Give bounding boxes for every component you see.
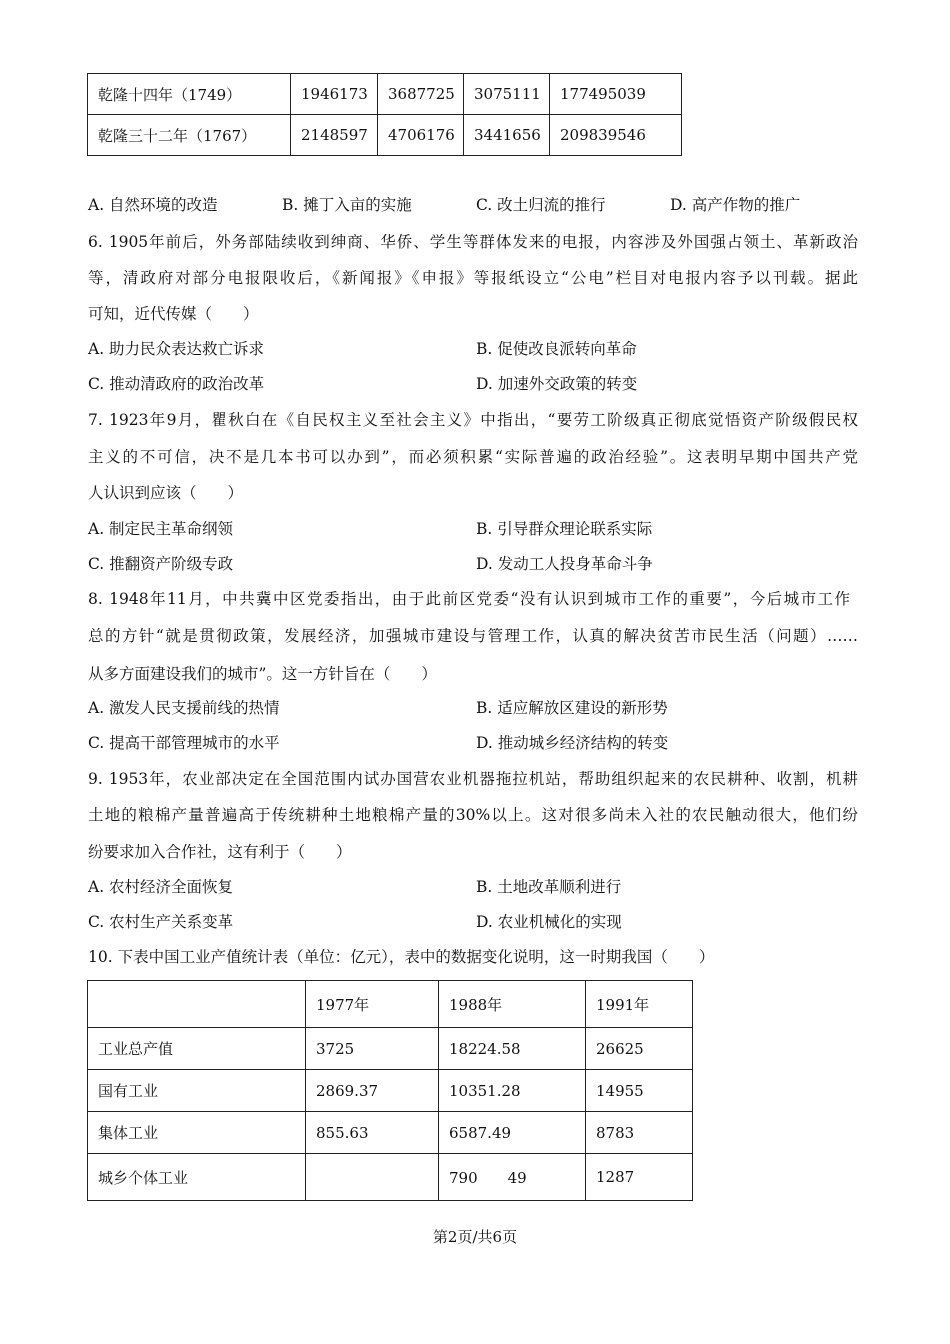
table-cell: 18224.58 <box>439 1028 586 1070</box>
table-header-row <box>88 981 693 1028</box>
table-cell: 3075111 <box>464 74 550 115</box>
table-cell: 1287 <box>586 1154 693 1201</box>
q6-option-a: A. 助力民众表达救亡诉求 <box>88 340 265 358</box>
table-header-cell: 1991年 <box>586 981 693 1028</box>
q7-stem-line: 7. 1923年9月，瞿秋白在《自民权主义至社会主义》中指出，“要劳工阶级真正彻底觉悟资产阶级假民权 <box>88 411 858 429</box>
q9-option-c: C. 农村生产关系变革 <box>88 913 234 931</box>
table-cell: 1946173 <box>291 74 378 115</box>
table-cell: 855.63 <box>306 1112 439 1154</box>
q5-option-b: B. 摊丁入亩的实施 <box>282 196 412 214</box>
q8-stem-line: 从多方面建设我们的城市”。这一方针旨在（ ） <box>88 665 437 683</box>
table-cell: 2148597 <box>291 115 378 156</box>
table-cell: 2869.37 <box>306 1070 439 1112</box>
q9-stem-line: 土地的粮棉产量普遍高于传统耕种土地粮棉产量的30%以上。这对很多尚未入社的农民触动很大，他们纷 <box>88 806 858 824</box>
table-header-cell: 1988年 <box>439 981 586 1028</box>
q8-option-c: C. 提高干部管理城市的水平 <box>88 734 280 752</box>
table-cell: 6587.49 <box>439 1112 586 1154</box>
table-cell: 4706176 <box>378 115 464 156</box>
q8-option-a: A. 激发人民支援前线的热情 <box>88 699 280 717</box>
table-row <box>88 1154 693 1201</box>
table-header-cell: 1977年 <box>306 981 439 1028</box>
table-cell: 工业总产值 <box>88 1028 306 1070</box>
table-row <box>88 74 682 115</box>
q6-stem-line: 等，清政府对部分电报限收后，《新闻报》《申报》等报纸设立“公电”栏目对电报内容予以刊载。据此 <box>88 269 858 287</box>
table-cell: 3725 <box>306 1028 439 1070</box>
table-cell: 3441656 <box>464 115 550 156</box>
table-row <box>88 1112 693 1154</box>
q6-stem-line: 6. 1905年前后，外务部陆续收到绅商、华侨、学生等群体发来的电报，内容涉及外国强占领土、革新政治 <box>88 233 858 251</box>
table-row <box>88 1070 693 1112</box>
q7-option-c: C. 推翻资产阶级专政 <box>88 555 234 573</box>
q9-stem-line: 纷要求加入合作社，这有利于（ ） <box>88 843 352 861</box>
q9-stem-line: 9. 1953年，农业部决定在全国范围内试办国营农业机器拖拉机站，帮助组织起来的农民耕种、收割，机耕 <box>88 770 858 788</box>
q7-option-b: B. 引导群众理论联系实际 <box>476 520 653 538</box>
industry-output-table <box>87 980 693 1201</box>
table-cell: 26625 <box>586 1028 693 1070</box>
q8-option-d: D. 推动城乡经济结构的转变 <box>476 734 669 752</box>
table-row <box>88 115 682 156</box>
q6-option-b: B. 促使改良派转向革命 <box>476 340 637 358</box>
q6-option-d: D. 加速外交政策的转变 <box>476 375 638 393</box>
table-cell: 177495039 <box>550 74 682 115</box>
table-cell <box>306 1154 439 1201</box>
table-cell: 国有工业 <box>88 1070 306 1112</box>
table-row <box>88 1028 693 1070</box>
table-cell: 集体工业 <box>88 1112 306 1154</box>
q7-option-a: A. 制定民主革命纲领 <box>88 520 234 538</box>
q7-option-d: D. 发动工人投身革命斗争 <box>476 555 653 573</box>
q8-stem-line: 总的方针“就是贯彻政策，发展经济，加强城市建设与管理工作，认真的解决贫苦市民生活（问题）…… <box>88 627 858 645</box>
q9-option-d: D. 农业机械化的实现 <box>476 913 622 931</box>
table-cell: 790 49 <box>439 1154 586 1201</box>
population-table <box>87 73 682 156</box>
page-footer: 第2页/共6页 <box>432 1228 518 1246</box>
table-cell: 乾隆十四年（1749） <box>88 74 291 115</box>
table-cell: 8783 <box>586 1112 693 1154</box>
q5-option-a: A. 自然环境的改造 <box>88 196 218 214</box>
table-header-cell <box>88 981 306 1028</box>
q7-stem-line: 主义的不可信，决不是几本书可以办到”，而必须积累“实际普遍的政治经验”。这表明早期中国共产党 <box>88 448 858 466</box>
q6-option-c: C. 推动清政府的政治改革 <box>88 375 265 393</box>
table-cell: 209839546 <box>550 115 682 156</box>
q8-option-b: B. 适应解放区建设的新形势 <box>476 699 668 717</box>
table-cell: 3687725 <box>378 74 464 115</box>
q9-option-b: B. 土地改革顺利进行 <box>476 878 622 896</box>
q6-stem-line: 可知，近代传媒（ ） <box>88 305 259 323</box>
q10-stem: 10. 下表中国工业产值统计表（单位：亿元），表中的数据变化说明，这一时期我国（ ） <box>88 948 715 966</box>
q9-option-a: A. 农村经济全面恢复 <box>88 878 234 896</box>
q5-option-d: D. 高产作物的推广 <box>670 196 801 214</box>
table-cell: 城乡个体工业 <box>88 1154 306 1201</box>
table-cell: 10351.28 <box>439 1070 586 1112</box>
q5-option-c: C. 改土归流的推行 <box>476 196 606 214</box>
table-cell: 14955 <box>586 1070 693 1112</box>
q8-stem-line: 8. 1948年11月，中共冀中区党委指出，由于此前区党委“没有认识到城市工作的重要”，今后城市工作 <box>88 590 850 608</box>
table-cell: 乾隆三十二年（1767） <box>88 115 291 156</box>
q7-stem-line: 人认识到应该（ ） <box>88 484 244 502</box>
